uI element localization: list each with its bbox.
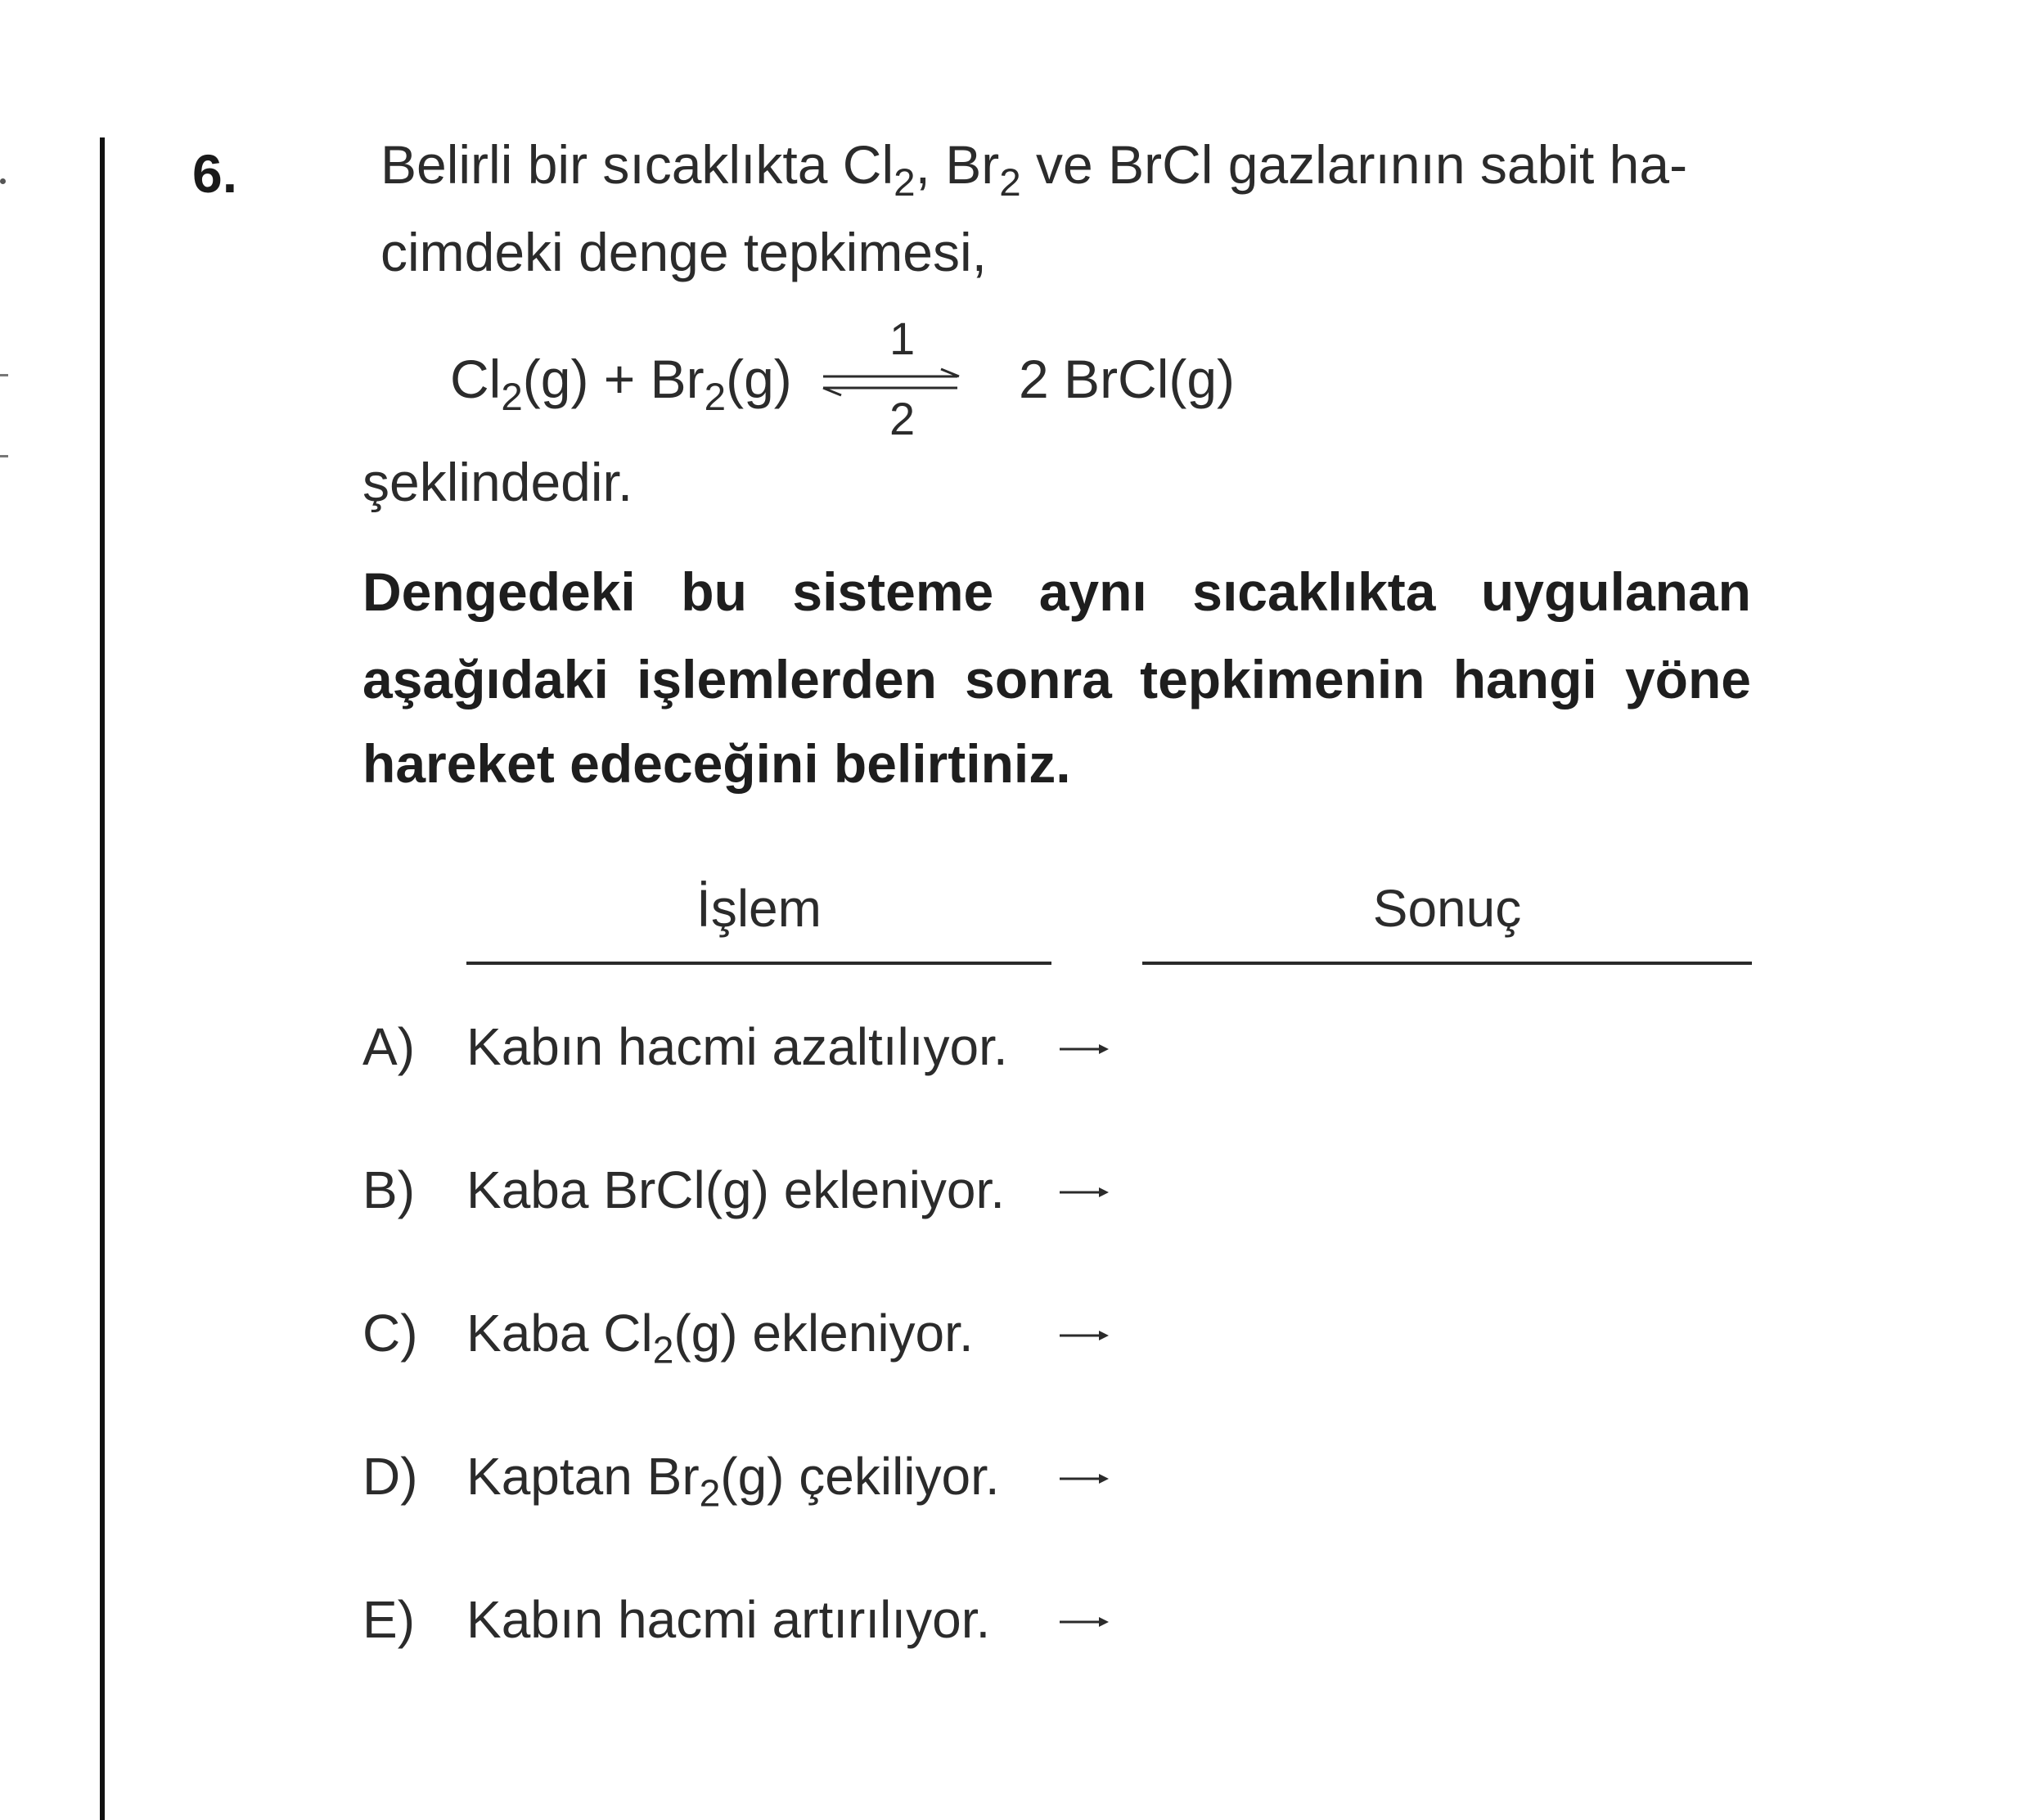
forward-rate-label: 1 <box>889 313 916 364</box>
right-arrow-icon <box>1058 1041 1110 1057</box>
right-arrow-icon <box>1058 1327 1110 1344</box>
option-letter: E) <box>362 1590 415 1649</box>
option-text: Kaba $Cl_2(g)$ ekleniyor. <box>466 1304 974 1372</box>
option-text: Kaptan $Br_2(g)$ çekiliyor. <box>466 1447 1000 1515</box>
intro-line-2: cimdeki denge tepkimesi, <box>380 222 988 282</box>
option-row-e <box>362 1579 1754 1661</box>
option-text: Kabın hacmi azaltılıyor. <box>466 1017 1008 1076</box>
column-header-islem: İşlem <box>696 879 822 938</box>
prompt-line-2: aşağıdaki işlemlerden sonra tepkimenin hangi yöne <box>362 649 1751 710</box>
reaction-product: 2 BrCl(g) <box>1019 349 1236 409</box>
right-arrow-icon <box>1058 1471 1110 1487</box>
header-rule-islem <box>466 962 1051 965</box>
intro-line-1: Belirli bir sıcaklıkta $Cl_2$, $Br_2$ ve BrCl gazlarının sabit ha- <box>380 134 1688 205</box>
option-row-d <box>362 1436 1754 1518</box>
column-header-sonuc: Sonuç <box>1372 879 1522 938</box>
after-reaction-text: şeklindedir. <box>362 452 633 512</box>
edge-tick <box>0 455 8 457</box>
right-arrow-icon <box>1058 1184 1110 1201</box>
prompt-line-1: Dengedeki bu sisteme aynı sıcaklıkta uygulanan <box>362 561 1751 622</box>
page-margin-line <box>100 137 105 1820</box>
question-number: 6. <box>192 143 238 204</box>
option-text: Kaba BrCl(g) ekleniyor. <box>466 1160 1006 1219</box>
prompt-line-3: hareket edeceğini belirtiniz. <box>362 733 1071 794</box>
option-letter: A) <box>362 1017 415 1076</box>
reaction-equation <box>450 313 1268 450</box>
backward-rate-label: 2 <box>889 393 916 444</box>
option-text: Kabın hacmi artırılıyor. <box>466 1590 991 1649</box>
reaction-reactants: $Cl_2(g) + Br_2(g)$ <box>450 349 792 420</box>
option-row-b <box>362 1150 1754 1232</box>
right-arrow-icon <box>1058 1614 1110 1630</box>
option-row-a <box>362 1007 1754 1088</box>
option-letter: D) <box>362 1447 418 1506</box>
options-list <box>362 1007 1754 1743</box>
option-letter: B) <box>362 1160 415 1219</box>
header-rule-sonuc <box>1142 962 1752 965</box>
option-letter: C) <box>362 1304 418 1363</box>
edge-dot <box>0 178 6 184</box>
option-row-c <box>362 1293 1754 1375</box>
edge-tick <box>0 374 8 376</box>
